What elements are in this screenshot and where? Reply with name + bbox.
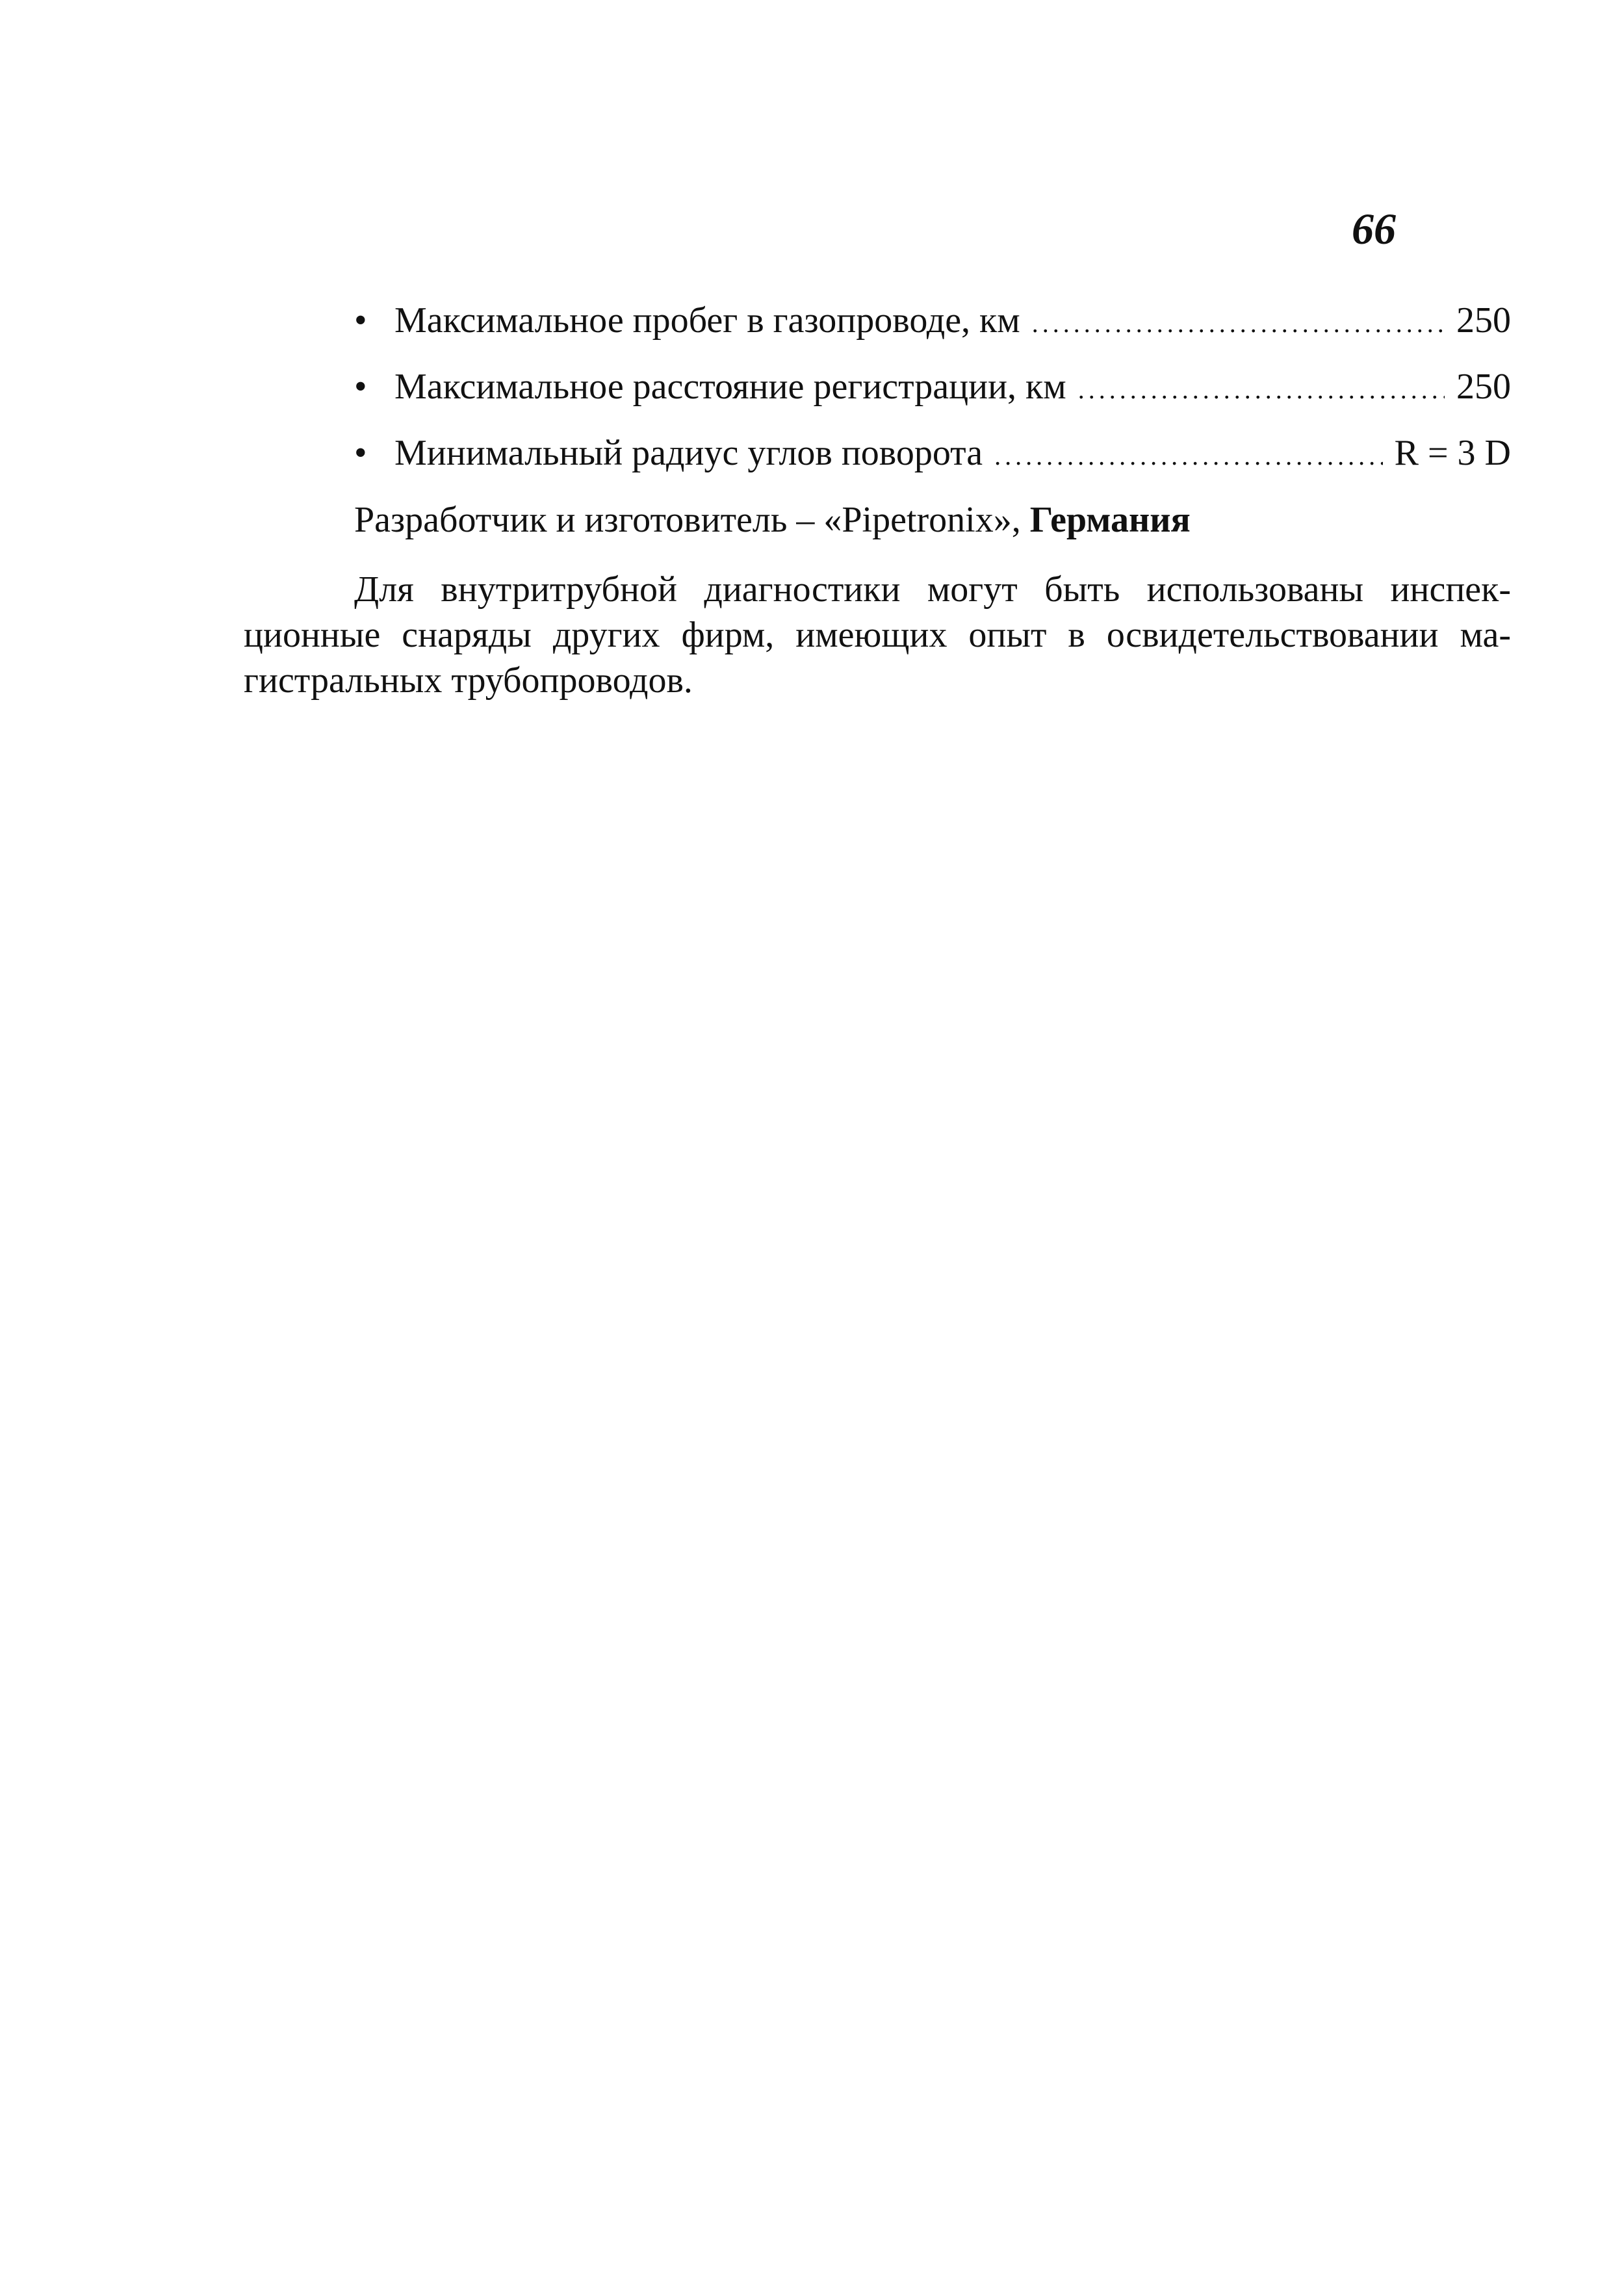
spec-item-max-recording-distance [354, 368, 1511, 435]
bullet-icon: • [354, 433, 367, 473]
body-paragraph [244, 567, 1511, 703]
manufacturer-prefix: Разработчик и изготовитель – «Pipetronix», [354, 500, 1021, 540]
spec-value: 250 [1456, 300, 1511, 341]
manufacturer-country: Германия [1029, 500, 1191, 540]
dot-leader [1078, 377, 1445, 403]
manufacturer-line [354, 502, 1191, 538]
spec-list [354, 302, 1511, 501]
bullet-icon: • [354, 367, 367, 407]
spec-value: R = 3 D [1394, 433, 1511, 473]
spec-item-max-run [354, 302, 1511, 368]
spec-item-min-bend-radius [354, 435, 1511, 501]
dot-leader [994, 443, 1382, 469]
dot-leader [1032, 311, 1445, 337]
spec-label: Максимальное пробег в газопроводе, км [394, 300, 1020, 341]
paragraph-line: гистральных трубопроводов. [244, 660, 693, 701]
page-number: 66 [1352, 204, 1396, 253]
bullet-icon: • [354, 300, 367, 341]
spec-label: Максимальное расстояние регистрации, км [394, 367, 1066, 407]
paragraph-line: Для внутритрубной диагностики могут быть использованы инспек- [354, 569, 1511, 610]
spec-label: Минимальный радиус углов поворота [394, 433, 983, 473]
paragraph-line: ционные снаряды других фирм, имеющих опыт в освидетельствовании ма- [244, 615, 1511, 655]
spec-value: 250 [1456, 367, 1511, 407]
